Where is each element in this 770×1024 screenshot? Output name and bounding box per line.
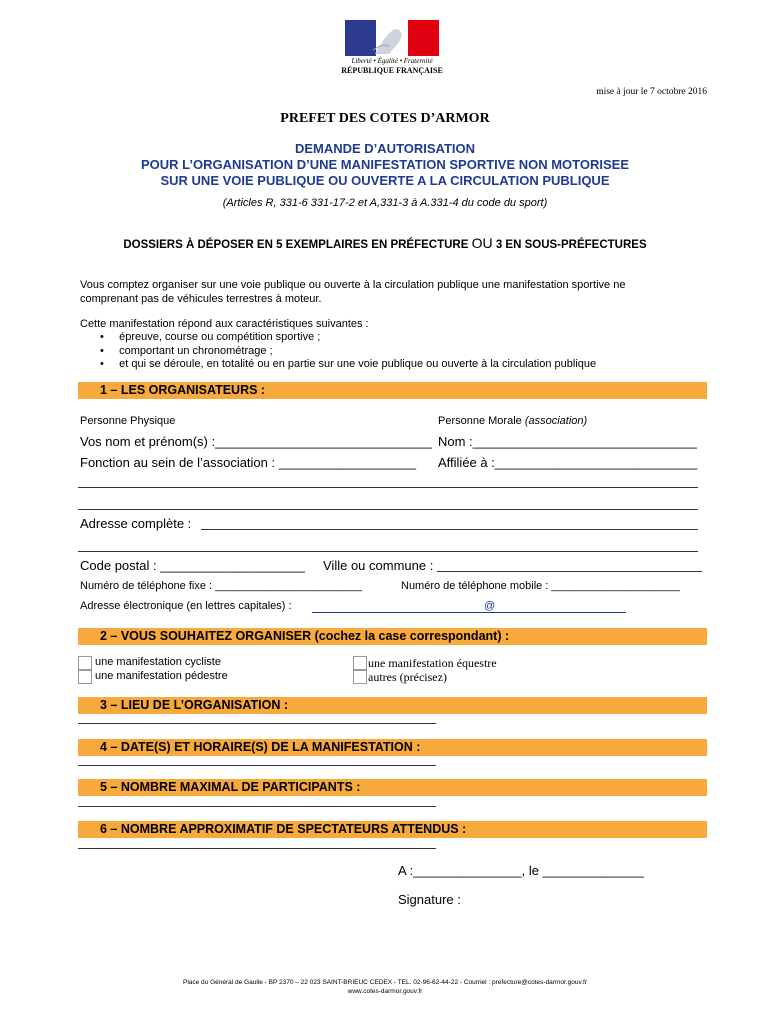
- checkbox-autres[interactable]: [353, 670, 367, 684]
- footer-address: Place du Général de Gaulle - BP 2370 – 22 023 SAINT-BRIEUC CEDEX - TEL. 02-96-62-44-22 - Courriel : prefecture@cotes-darmor.gouv.fr: [182, 979, 587, 986]
- ville-label: Ville ou commune :: [323, 558, 434, 573]
- adresse-field[interactable]: [201, 529, 698, 530]
- dates-field[interactable]: [78, 765, 436, 766]
- blank-line[interactable]: [78, 487, 698, 488]
- section-1-header: 1 – LES ORGANISATEURS :: [78, 382, 707, 399]
- participants-field[interactable]: [78, 806, 436, 807]
- bullet-item: • comportant un chronométrage ;: [100, 345, 273, 357]
- blank-line[interactable]: [78, 509, 698, 510]
- ville-field[interactable]: [437, 571, 702, 572]
- intro-criteria: Cette manifestation répond aux caractéristiques suivantes :: [80, 318, 369, 330]
- personne-morale-label: Personne Morale (association): [438, 415, 588, 427]
- lieu-field[interactable]: [78, 723, 436, 724]
- code-postal-field[interactable]: Code postal : ____________________: [80, 558, 305, 573]
- section-4-header: 4 – DATE(S) ET HORAIRE(S) DE LA MANIFESTATION :: [78, 739, 707, 756]
- place-date-field[interactable]: A :_______________, le ______________: [398, 863, 644, 878]
- section-5-header: 5 – NOMBRE MAXIMAL DE PARTICIPANTS :: [78, 779, 707, 796]
- dossiers-note: DOSSIERS À DÉPOSER EN 5 EXEMPLAIRES EN PRÉFECTURE OU 3 EN SOUS-PRÉFECTURES: [123, 235, 647, 251]
- motto: Liberté • Égalité • Fraternité: [351, 57, 433, 65]
- blank-line[interactable]: [78, 551, 698, 552]
- adresse-label: Adresse complète :: [80, 516, 192, 531]
- checkbox-equestre[interactable]: [353, 656, 367, 670]
- section-2-header: 2 – VOUS SOUHAITEZ ORGANISER (cochez la case correspondant) :: [78, 628, 707, 645]
- section-6-header: 6 – NOMBRE APPROXIMATIF DE SPECTATEURS ATTENDUS :: [78, 821, 707, 838]
- intro-line-2: comprenant pas de véhicules terrestres à moteur.: [80, 293, 322, 305]
- articles-ref: (Articles R, 331-6 331-17-2 et A,331-3 à A.331-4 du code du sport): [222, 197, 548, 209]
- affiliee-field[interactable]: Affiliée à :____________________________: [438, 455, 698, 470]
- nom-field[interactable]: Nom :_______________________________: [438, 434, 697, 449]
- option-autres-label: autres (précisez): [368, 670, 447, 684]
- option-pedestre-label: une manifestation pédestre: [95, 670, 228, 682]
- tel-fixe-field[interactable]: Numéro de téléphone fixe : ________________________: [80, 580, 362, 592]
- form-title-1: DEMANDE D’AUTORISATION: [294, 141, 476, 156]
- section-3-header: 3 – LIEU DE L’ORGANISATION :: [78, 697, 707, 714]
- form-title-2: POUR L’ORGANISATION D’UNE MANIFESTATION SPORTIVE NON MOTORISEE: [140, 157, 629, 172]
- intro-line-1: Vous comptez organiser sur une voie publique ou ouverte à la circulation publique une manifestation sportive ne: [80, 279, 626, 291]
- tel-mobile-field[interactable]: Numéro de téléphone mobile : _____________________: [401, 580, 680, 592]
- spectateurs-field[interactable]: [78, 848, 436, 849]
- bullet-item: • et qui se déroule, en totalité ou en partie sur une voie publique ou ouverte à la circulation publique: [100, 358, 597, 370]
- update-date: mise à jour le 7 octobre 2016: [596, 87, 707, 97]
- fonction-field[interactable]: Fonction au sein de l’association : ___________________: [80, 455, 417, 470]
- option-equestre-label: une manifestation équestre: [368, 656, 497, 670]
- email-at-sign: @: [484, 600, 496, 612]
- republic-label: RÉPUBLIQUE FRANÇAISE: [341, 66, 443, 75]
- email-field[interactable]: [312, 600, 626, 613]
- prefect-title: PREFET DES COTES D’ARMOR: [280, 111, 490, 126]
- checkbox-pedestre[interactable]: [78, 670, 92, 684]
- footer-website: www.cotes-darmor.gouv.fr: [347, 988, 423, 995]
- email-label: Adresse électronique (en lettres capitales) :: [80, 600, 292, 612]
- signature-label: Signature :: [398, 892, 461, 907]
- bullet-item: • épreuve, course ou compétition sportive ;: [100, 331, 321, 343]
- nom-prenom-field[interactable]: Vos nom et prénom(s) :______________________________: [80, 434, 433, 449]
- personne-physique-label: Personne Physique: [80, 415, 176, 427]
- option-cycliste-label: une manifestation cycliste: [95, 656, 221, 668]
- form-title-3: SUR UNE VOIE PUBLIQUE OU OUVERTE A LA CIRCULATION PUBLIQUE: [160, 173, 610, 188]
- checkbox-cycliste[interactable]: [78, 656, 92, 670]
- republique-logo: [345, 20, 439, 56]
